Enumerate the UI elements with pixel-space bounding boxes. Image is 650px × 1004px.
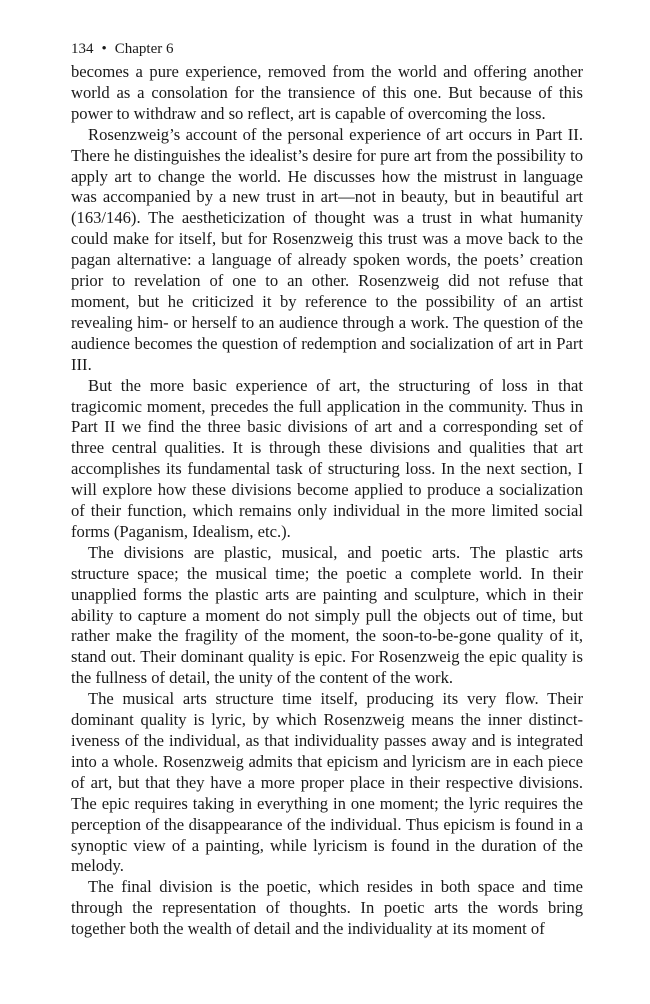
header-separator: • — [101, 41, 107, 57]
running-head — [71, 40, 583, 58]
paragraph-divisions: The divisions are plastic, musical, and poetic arts. The plastic arts structure space; the musical time; the poetic a complete world. In their unapplied forms the plastic arts are painting and sculpture, which in their ability to capture a moment do not simply pull the objects out of time, but rather make the fragility of the moment, the soon-to-be-gone quality of it, stand out. Their dominant quality is epic. For Rosenzweig the epic quality is the fullness of detail, the unity of the content of the work. — [71, 542, 583, 688]
paragraph-personal-experience: Rosenzweig’s account of the personal experience of art occurs in Part II. There he distinguishes the idealist’s desire for pure art from the possibility to apply art to change the world. He discusses how the mistrust in language was accompanied by a new trust in art—not in beauty, but in beautiful art (163/146). The aestheticization of thought was a trust in what humanity could make for itself, but for Rosenzweig this trust was a move back to the pagan alternative: a language of already spoken words, the poets’ creation prior to revelation of one to an other. Rosenzweig did not refuse that moment, but he criticized it by reference to the possibility of an artist revealing him- or herself to an audience through a work. The question of the audience becomes the question of redemption and socialization of art in Part III. — [71, 124, 583, 374]
paragraph-final-division: The final division is the poetic, which resides in both space and time through the representation of thoughts. In poetic arts the words bring together both the wealth of detail and the individuality at its moment of — [71, 877, 583, 939]
paragraph-basic-experience: But the more basic experience of art, the structuring of loss in that tragicomic moment, precedes the full application in the community. Thus in Part II we find the three basic divisions of art and a corresponding set of three central qualities. It is through these divisions and qualities that art accomplishes its fundamental task of structuring loss. In the next section, I will explore how these divisions become applied to produce a socialization of their function, which remains only individual in the more limited social forms (Paganism, Idealism, etc.). — [71, 375, 583, 541]
paragraph-continued: becomes a pure experience, removed from the world and offering another world as a consolation for the transience of this one. But because of this power to withdraw and so reflect, art is capable of overcoming the loss. — [71, 62, 583, 123]
body-text — [71, 62, 583, 940]
chapter-title: Chapter 6 — [114, 41, 174, 57]
page-number: 134 — [71, 41, 94, 57]
book-page — [71, 40, 583, 940]
paragraph-musical-arts: The musical arts structure time itself, producing its very flow. Their dominant quality is lyric, by which Rosenzweig means the inner distinctiveness of the individual, as that individuality passes away and is integrated into a whole. Rosenzweig admits that epicism and lyricism are in each piece of art, but that they have a more proper place in their respective divisions. The epic requires taking in everything in one moment; the lyric requires the perception of the disappearance of the individual. Thus epicism is found in a synoptic view of a painting, while lyricism is found in the duration of the melody. — [71, 689, 583, 876]
